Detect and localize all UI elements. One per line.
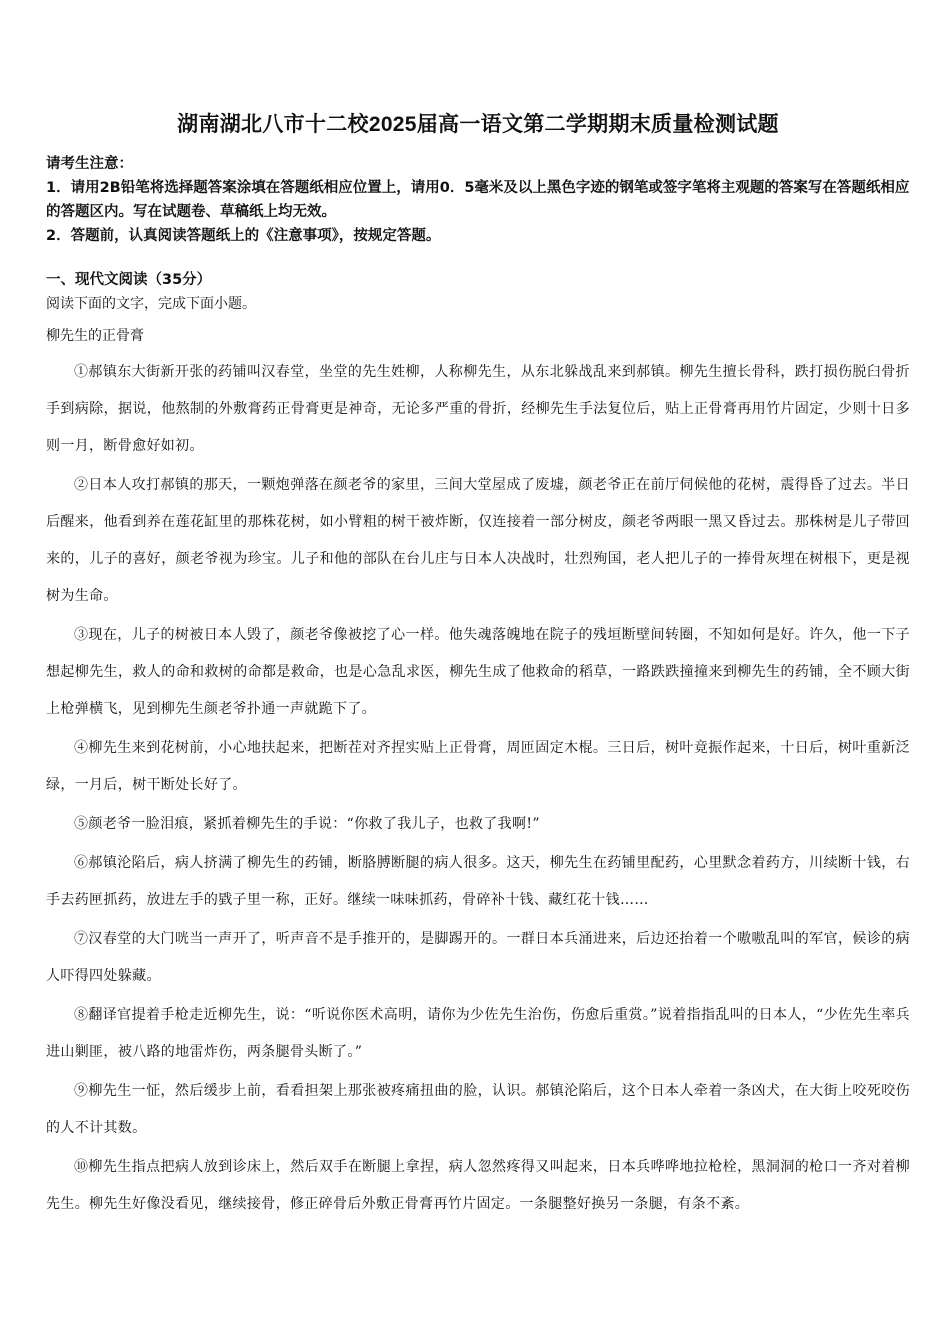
article-body [46,354,910,1223]
section-intro [46,292,910,348]
article-paragraph-10: ⑩柳先生指点把病人放到诊床上，然后双手在断腿上拿捏，病人忽然疼得又叫起来，日本兵哗哗地拉枪栓，黑洞洞的枪口一齐对着柳先生。柳先生好像没看见，继续接骨，修正碎骨后外敷正骨膏再竹片固定。一条腿整好换另一条腿，有条不紊。 [46,1159,910,1212]
article-paragraph-2: ②日本人攻打郝镇的那天，一颗炮弹落在颜老爷的家里，三间大堂屋成了废墟，颜老爷正在前厅伺候他的花树，震得昏了过去。半日后醒来，他看到养在莲花缸里的那株花树，如小臂粗的树干被炸断，仅连接着一部分树皮，颜老爷两眼一黑又昏过去。那株树是儿子带回来的，儿子的喜好，颜老爷视为珍宝。儿子和他的部队在台儿庄与日本人决战时，壮烈殉国，老人把儿子的一捧骨灰埋在树根下，更是视树为生命。 [46,477,910,604]
article-paragraph-7: ⑦汉春堂的大门咣当一声开了，听声音不是手推开的，是脚踢开的。一群日本兵涌进来，后边还抬着一个嗷嗷乱叫的军官，候诊的病人吓得四处躲藏。 [46,931,910,984]
article-paragraph-6: ⑥郝镇沦陷后，病人挤满了柳先生的药铺，断胳膊断腿的病人很多。这天，柳先生在药铺里配药，心里默念着药方，川续断十钱，右手去药匣抓药，放进左手的戥子里一称，正好。继续一味味抓药，骨碎补十钱、藏红花十钱…… [46,855,910,908]
article-paragraph-1: ①郝镇东大街新开张的药铺叫汉春堂，坐堂的先生姓柳，人称柳先生，从东北躲战乱来到郝镇。柳先生擅长骨科，跌打损伤脱臼骨折手到病除，据说，他熬制的外敷膏药正骨膏更是神奇，无论多严重的骨折，经柳先生手法复位后，贴上正骨膏再用竹片固定，少则十日多则一月，断骨愈好如初。 [46,364,910,454]
document-title: 湖南湖北八市十二校2025届高一语文第二学期期末质量检测试题 [177,113,779,136]
article-paragraph-5: ⑤颜老爷一脸泪痕，紧抓着柳先生的手说：“你救了我儿子，也救了我啊!” [74,816,540,832]
article-paragraph-4: ④柳先生来到花树前，小心地扶起来，把断茬对齐捏实贴上正骨膏，周匝固定木棍。三日后，树叶竟振作起来，十日后，树叶重新泛绿，一月后，树干断处长好了。 [46,740,910,793]
article-paragraph-8: ⑧翻译官提着手枪走近柳先生，说：“听说你医术高明，请你为少佐先生治伤，伤愈后重赏。”说着指指乱叫的日本人，“少佐先生率兵进山剿匪，被八路的地雷炸伤，两条腿骨头断了。” [46,1007,910,1060]
article-title: 柳先生的正骨膏 [46,328,144,344]
article-paragraph-3: ③现在，儿子的树被日本人毁了，颜老爷像被挖了心一样。他失魂落魄地在院子的残垣断壁间转圈，不知如何是好。许久，他一下子想起柳先生，救人的命和救树的命都是救命，也是心急乱求医，柳先生成了他救命的稻草，一路跌跌撞撞来到柳先生的药铺，全不顾大街上枪弹横飞，见到柳先生颜老爷扑通一声就跪下了。 [46,627,910,717]
notice-item-2: 2．答题前，认真阅读答题纸上的《注意事项》，按规定答题。 [46,228,441,244]
reading-instruction: 阅读下面的文字，完成下面小题。 [46,296,256,312]
notice-block [46,152,910,248]
notice-heading: 请考生注意： [46,156,133,172]
notice-item-1: 1．请用2B铅笔将选择题答案涂填在答题纸相应位置上，请用0．5毫米及以上黑色字迹的钢笔或签字笔将主观题的答案写在答题纸相应的答题区内。写在试题卷、草稿纸上均无效。 [46,180,910,220]
section-heading: 一、现代文阅读（35分） [46,272,212,288]
article-paragraph-9: ⑨柳先生一怔，然后缓步上前，看看担架上那张被疼痛扭曲的脸，认识。郝镇沦陷后，这个日本人牵着一条凶犬，在大街上咬死咬伤的人不计其数。 [46,1083,910,1136]
